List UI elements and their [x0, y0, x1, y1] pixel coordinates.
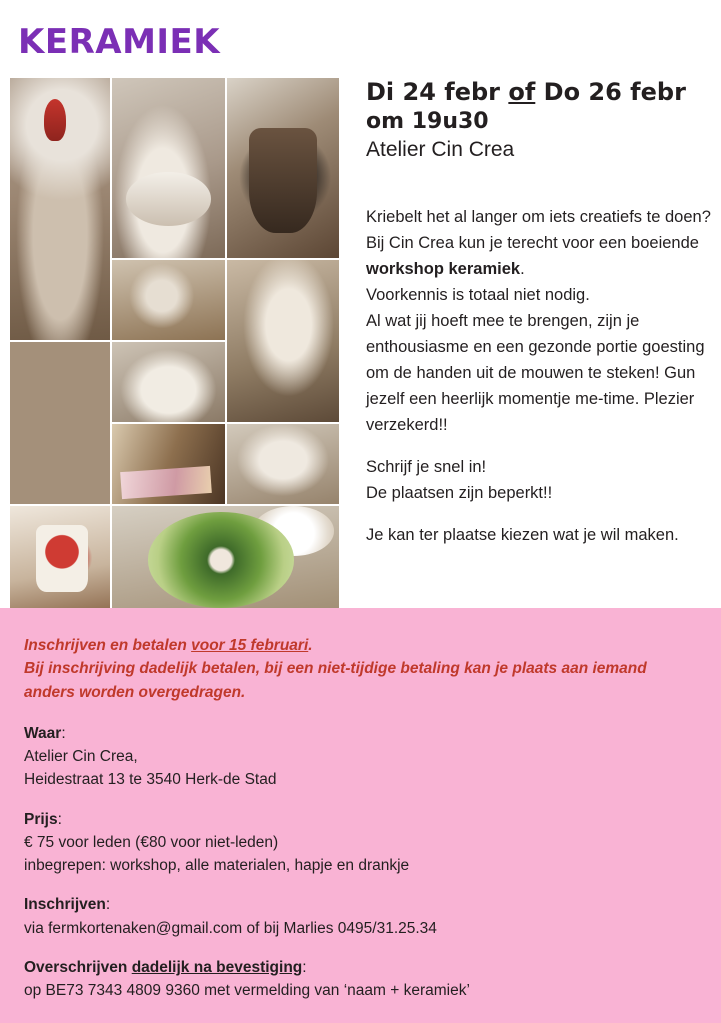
register-label: Inschrijven — [24, 896, 106, 914]
photo-money-note — [112, 424, 225, 504]
event-location-heading: Atelier Cin Crea — [366, 137, 515, 161]
transfer-line-1: op BE73 7343 4809 9360 met vermelding van ‘naam + keramiek’ — [24, 982, 470, 999]
practical-info-panel — [0, 608, 721, 1023]
event-date-second: Do 26 febr — [535, 78, 686, 106]
photo-plate-stack — [227, 424, 339, 504]
where-line-1: Atelier Cin Crea, — [24, 748, 138, 765]
photo-red-flower-mug — [10, 506, 110, 614]
photo-jug — [227, 260, 339, 422]
intro-p1-bold: workshop keramiek — [366, 259, 521, 278]
intro-paragraph-1 — [366, 204, 716, 439]
intro-p4: Schrijf je snel in! — [366, 458, 487, 477]
where-line-2: Heidestraat 13 te 3540 Herk-de Stad — [24, 771, 277, 789]
transfer-label — [24, 959, 302, 976]
intro-p5: De plaatsen zijn beperkt!! — [366, 484, 553, 503]
event-date-heading — [366, 78, 716, 107]
intro-p2: Voorkennis is totaal niet nodig. — [366, 285, 590, 304]
photo-stacked-bowls — [112, 78, 225, 258]
notice-line2: Bij inschrijving dadelijk betalen, bij een niet-tijdige betaling kan je plaats aan iemand anders worden overgedragen. — [24, 660, 647, 701]
page-title: KERAMIEK — [18, 22, 221, 62]
register-block: Inschrijven: via fermkortenaken@gmail.com of bij Marlies 0495/31.25.34 — [24, 893, 697, 940]
price-label: Prijs — [24, 810, 58, 828]
price-block: Prijs: € 75 voor leden (€80 voor niet-leden) inbegrepen: workshop, alle materialen, hapje en drankje — [24, 808, 697, 878]
intro-p1-part1: Kriebelt het al langer om iets creatiefs te doen? Bij Cin Crea kun je terecht voor een boeiende — [366, 207, 711, 252]
price-line-1: € 75 voor leden (€80 voor niet-leden) — [24, 833, 279, 851]
event-date-first: Di 24 febr — [366, 78, 509, 106]
photo-green-plate — [112, 506, 339, 614]
intro-p3: Al wat jij hoeft mee te brengen, zijn je enthousiasme en een gezonde portie goesting om de handen uit de mouwen te steken! Gun jezelf een heerlijk momentje me-time. Plezier verzekerd!! — [366, 312, 705, 435]
where-label: Waar — [24, 724, 62, 742]
event-time: om 19u30 — [366, 108, 489, 134]
photo-collage — [10, 78, 347, 606]
event-date-conjunction: of — [508, 78, 536, 106]
photo-bird-sculptures — [10, 342, 110, 504]
transfer-block: Overschrijven dadelijk na bevestiging: op BE73 7343 4809 9360 met vermelding van ‘naam + keramiek’ — [24, 956, 697, 1003]
notice-line1-part1: Inschrijven en betalen — [24, 637, 192, 654]
transfer-label-part1: Overschrijven — [24, 958, 132, 976]
intro-paragraph-3: Je kan ter plaatse kiezen wat je wil maken. — [366, 526, 679, 545]
notice-line1-part2: . — [308, 637, 313, 654]
photo-rabbit-bowl — [112, 260, 225, 340]
register-line-1: via fermkortenaken@gmail.com of bij Marlies 0495/31.25.34 — [24, 919, 437, 937]
intro-p1-part2: . — [520, 259, 525, 278]
photo-dark-cup — [227, 78, 339, 258]
notice-deadline: voor 15 februari — [191, 637, 309, 654]
transfer-label-underlined: dadelijk na bevestiging — [131, 958, 303, 976]
event-details-column — [366, 78, 716, 565]
price-line-2: inbegrepen: workshop, alle materialen, hapje en drankje — [24, 857, 410, 874]
where-block: Waar: Atelier Cin Crea, Heidestraat 13 te 3540 Herk-de Stad — [24, 722, 697, 792]
intro-paragraph-2 — [366, 454, 716, 506]
intro-text — [366, 204, 716, 549]
payment-notice — [24, 634, 697, 704]
photo-white-bowl — [112, 342, 225, 422]
photo-ceramic-chicken — [10, 78, 110, 340]
